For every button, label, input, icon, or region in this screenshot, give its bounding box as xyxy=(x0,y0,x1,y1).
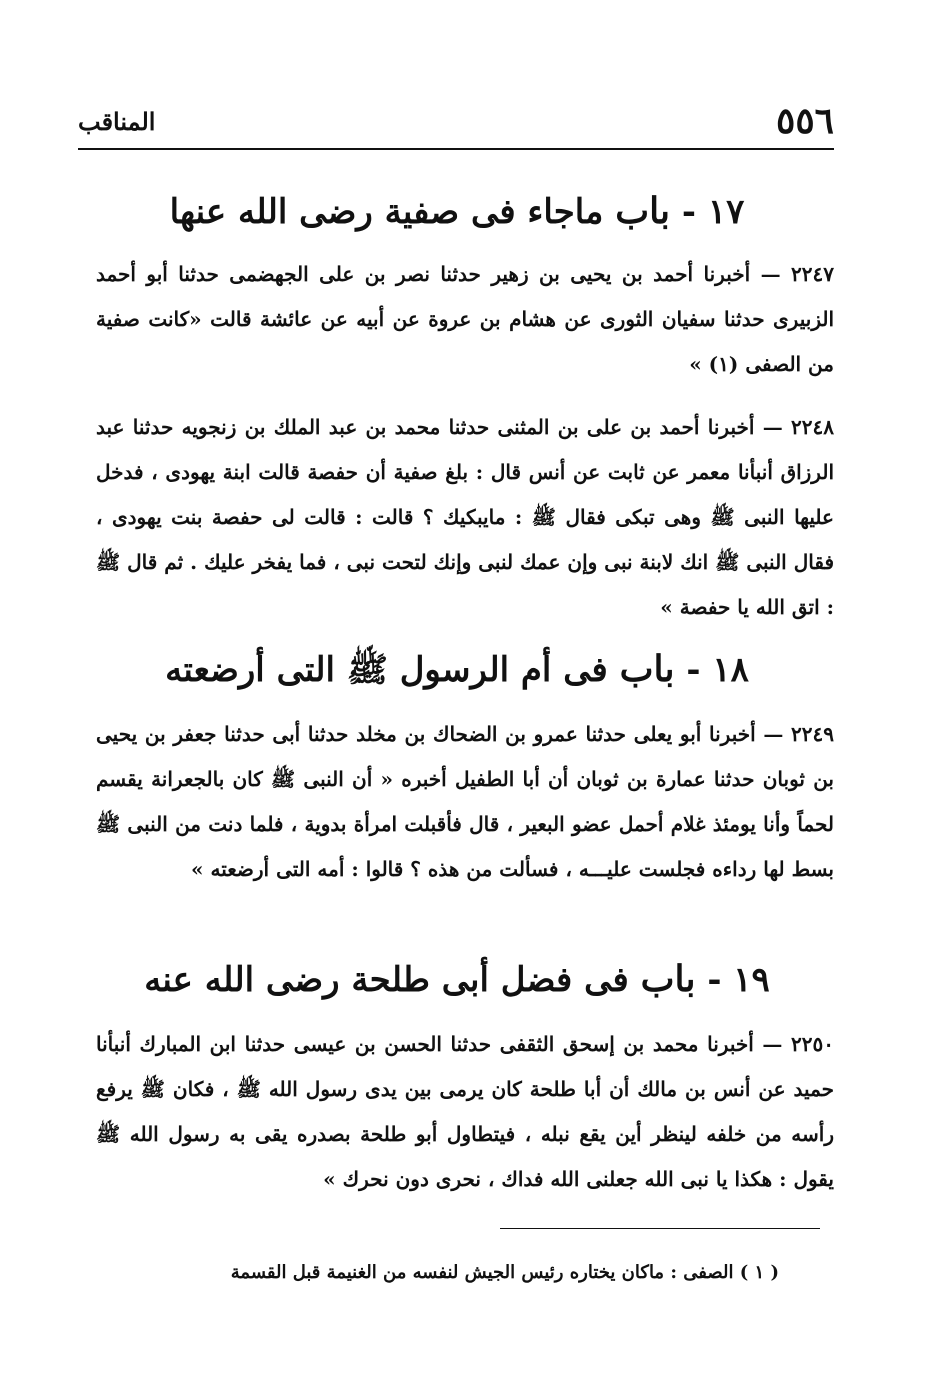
footnote-marker: ( ١ ) xyxy=(739,1262,779,1283)
chapter-keyword: باب xyxy=(615,190,671,232)
page-header xyxy=(78,95,834,147)
chapter-title: فى أم الرسول ﷺ التى أرضعته xyxy=(165,650,608,690)
hadith-text: — أخبرنا أبو يعلى حدثنا عمرو بن الضحاك بن مخلد حدثنا أبى حدثنا جعفر بن يحيى بن ثوبان حدثنا عمارة بن ثوبان أن أبا الطفيل أخبره « أن النبى ﷺ كان بالجعرانة يقسم لحماً وأنا يومئذ غلام أحمل عضو البعير ، قال فأقبلت امرأة بدوية ، فلما دنت من النبى ﷺ بسط لها رداءه فجلست عليـــه ، فسألت من هذه ؟ قالوا : أمه التى أرضعته » xyxy=(96,722,834,881)
footnote-text: الصفى : ماكان يختاره رئيس الجيش لنفسه من الغنيمة قبل القسمة xyxy=(230,1262,734,1283)
chapter-title: ماجاء فى صفية رضى الله عنها xyxy=(169,192,604,232)
chapter-heading-18 xyxy=(80,648,834,698)
chapter-dash: - xyxy=(707,960,722,1000)
chapter-title: فى فضل أبى طلحة رضى الله عنه xyxy=(144,960,629,1000)
hadith-2247 xyxy=(96,252,834,387)
footnote xyxy=(150,1258,779,1288)
chapter-keyword: باب xyxy=(640,958,696,1000)
chapter-number: ١٧ xyxy=(707,192,745,232)
running-title: المناقب xyxy=(78,106,156,136)
chapter-heading-19 xyxy=(80,958,834,1000)
hadith-number: ٢٢٤٧ xyxy=(791,262,834,286)
header-rule xyxy=(78,148,834,150)
hadith-text: — أخبرنا أحمد بن يحيى بن زهير حدثنا نصر بن على الجهضمى حدثنا أبو أحمد الزبيرى حدثنا سفيان الثورى عن هشام بن عروة عن أبيه عن عائشة قالت «كانت صفية من الصفى (١) » xyxy=(96,262,834,376)
chapter-number: ١٨ xyxy=(712,650,749,690)
hadith-2249 xyxy=(96,712,834,892)
chapter-dash: - xyxy=(681,192,697,232)
chapter-number: ١٩ xyxy=(733,960,770,1000)
hadith-2250 xyxy=(96,1022,834,1202)
hadith-number: ٢٢٤٩ xyxy=(791,722,834,746)
chapter-heading-17 xyxy=(80,190,834,232)
hadith-number: ٢٢٥٠ xyxy=(791,1032,834,1056)
footnote-rule xyxy=(500,1228,820,1229)
hadith-text: — أخبرنا أحمد بن على بن المثنى حدثنا محمد بن عبد الملك بن زنجويه حدثنا عبد الرزاق أنبأنا معمر عن ثابت عن أنس قال : بلغ صفية أن حفصة قالت ابنة يهودى ، فدخل عليها النبى ﷺ وهى تبكى فقال ﷺ : مايبكيك ؟ قالت : قالت لى حفصة بنت يهودى ، فقال النبى ﷺ انك لابنة نبى وإن عمك لنبى وإنك لتحت نبى ، فما يفخر عليك . ثم قال ﷺ : اتق الله يا حفصة » xyxy=(96,415,834,619)
hadith-2248 xyxy=(96,405,834,630)
hadith-text: — أخبرنا محمد بن إسحق الثقفى حدثنا الحسن بن عيسى حدثنا ابن المبارك أنبأنا حميد عن أنس بن مالك أن أبا طلحة كان يرمى بين يدى رسول الله ﷺ ، فكان ﷺ يرفع رأسه من خلفه لينظر أين يقع نبله ، فيتطاول أبو طلحة بصدره يقى به رسول الله ﷺ يقول : هكذا يا نبى الله جعلنى الله فداك ، نحرى دون نحرك » xyxy=(96,1032,834,1191)
hadith-number: ٢٢٤٨ xyxy=(791,415,834,439)
chapter-dash: - xyxy=(686,650,701,690)
page-number: ٥٥٦ xyxy=(775,100,834,142)
chapter-keyword: باب xyxy=(619,648,675,690)
